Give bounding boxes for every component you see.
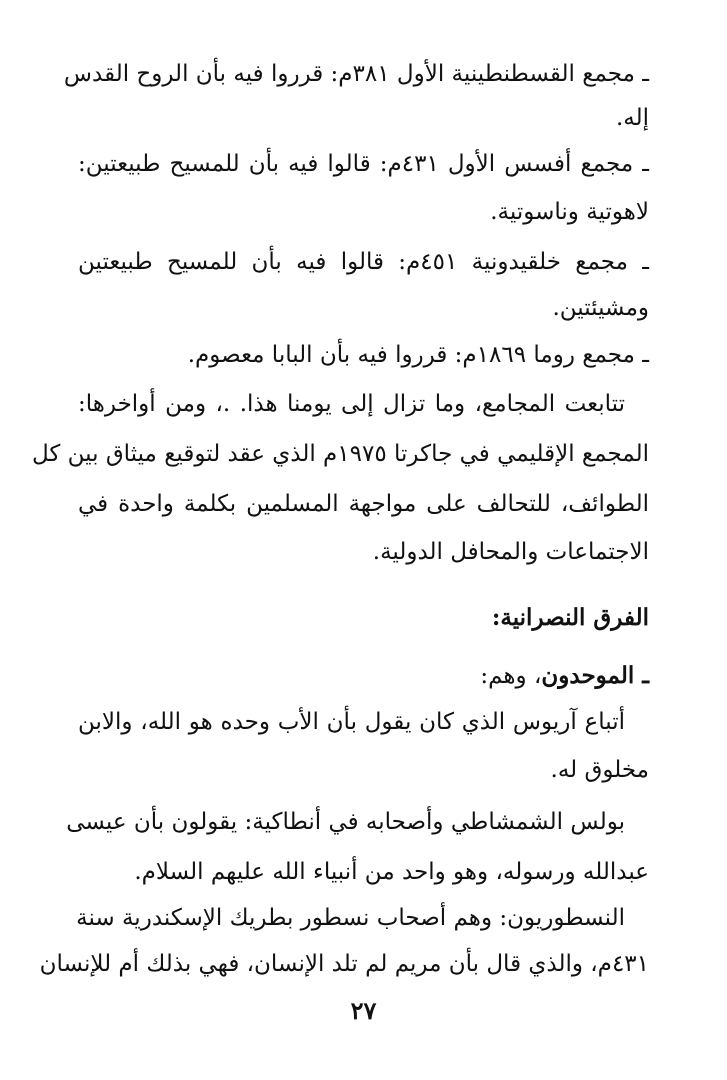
text-line-13: مخلوق له. (550, 757, 649, 783)
section-heading: الفرق النصرانية: (491, 604, 649, 631)
text-line-9: المجمع الإقليمي في جاكرتا ١٩٧٥م الذي عقد لتوقيع ميثاق بين كل (31, 441, 649, 467)
subsection-heading-tail: ، وهم: (480, 663, 542, 689)
text-line-5: ـ مجمع خلقيدونية ٤٥١م: قالوا فيه بأن للمسيح طبيعتين (78, 249, 649, 275)
text-line-2: إله. (615, 105, 649, 131)
text-line-12: أتباع آريوس الذي كان يقول بأن الأب وحده هو الله، والابن (78, 709, 625, 735)
text-line-4: لاهوتية وناسوتية. (490, 199, 649, 225)
text-line-15: عبدالله ورسوله، وهو واحد من أنبياء الله عليهم السلام. (134, 859, 649, 885)
text-line-6: ومشيئتين. (552, 295, 649, 321)
text-line-11: الاجتماعات والمحافل الدولية. (372, 539, 649, 565)
text-line-7: ـ مجمع روما ١٨٦٩م: قرروا فيه بأن البابا معصوم. (187, 342, 649, 368)
text-line-8: تتابعت المجامع، وما تزال إلى يومنا هذا. .، ومن أواخرها: (78, 391, 625, 417)
text-line-14: بولس الشمشاطي وأصحابه في أنطاكية: يقولون بأن عيسى (66, 809, 625, 835)
text-line-17: ٤٣١م، والذي قال بأن مريم لم تلد الإنسان، فهي بذلك أم للإنسان (39, 951, 649, 977)
subsection-heading: ـ الموحدون (541, 662, 649, 689)
text-line-10: الطوائف، للتحالف على مواجهة المسلمين بكلمة واحدة في (78, 491, 649, 517)
subsection-line (78, 654, 649, 698)
text-line-16: النسطوريون: وهم أصحاب نسطور بطريك الإسكندرية سنة (76, 905, 625, 931)
text-line-1: ـ مجمع القسطنطينية الأول ٣٨١م: قرروا فيه بأن الروح القدس (63, 61, 649, 87)
page-number: ٢٧ (350, 996, 377, 1025)
document-page (31, 0, 649, 1080)
text-line-3: ـ مجمع أفسس الأول ٤٣١م: قالوا فيه بأن للمسيح طبيعتين: (78, 151, 649, 177)
